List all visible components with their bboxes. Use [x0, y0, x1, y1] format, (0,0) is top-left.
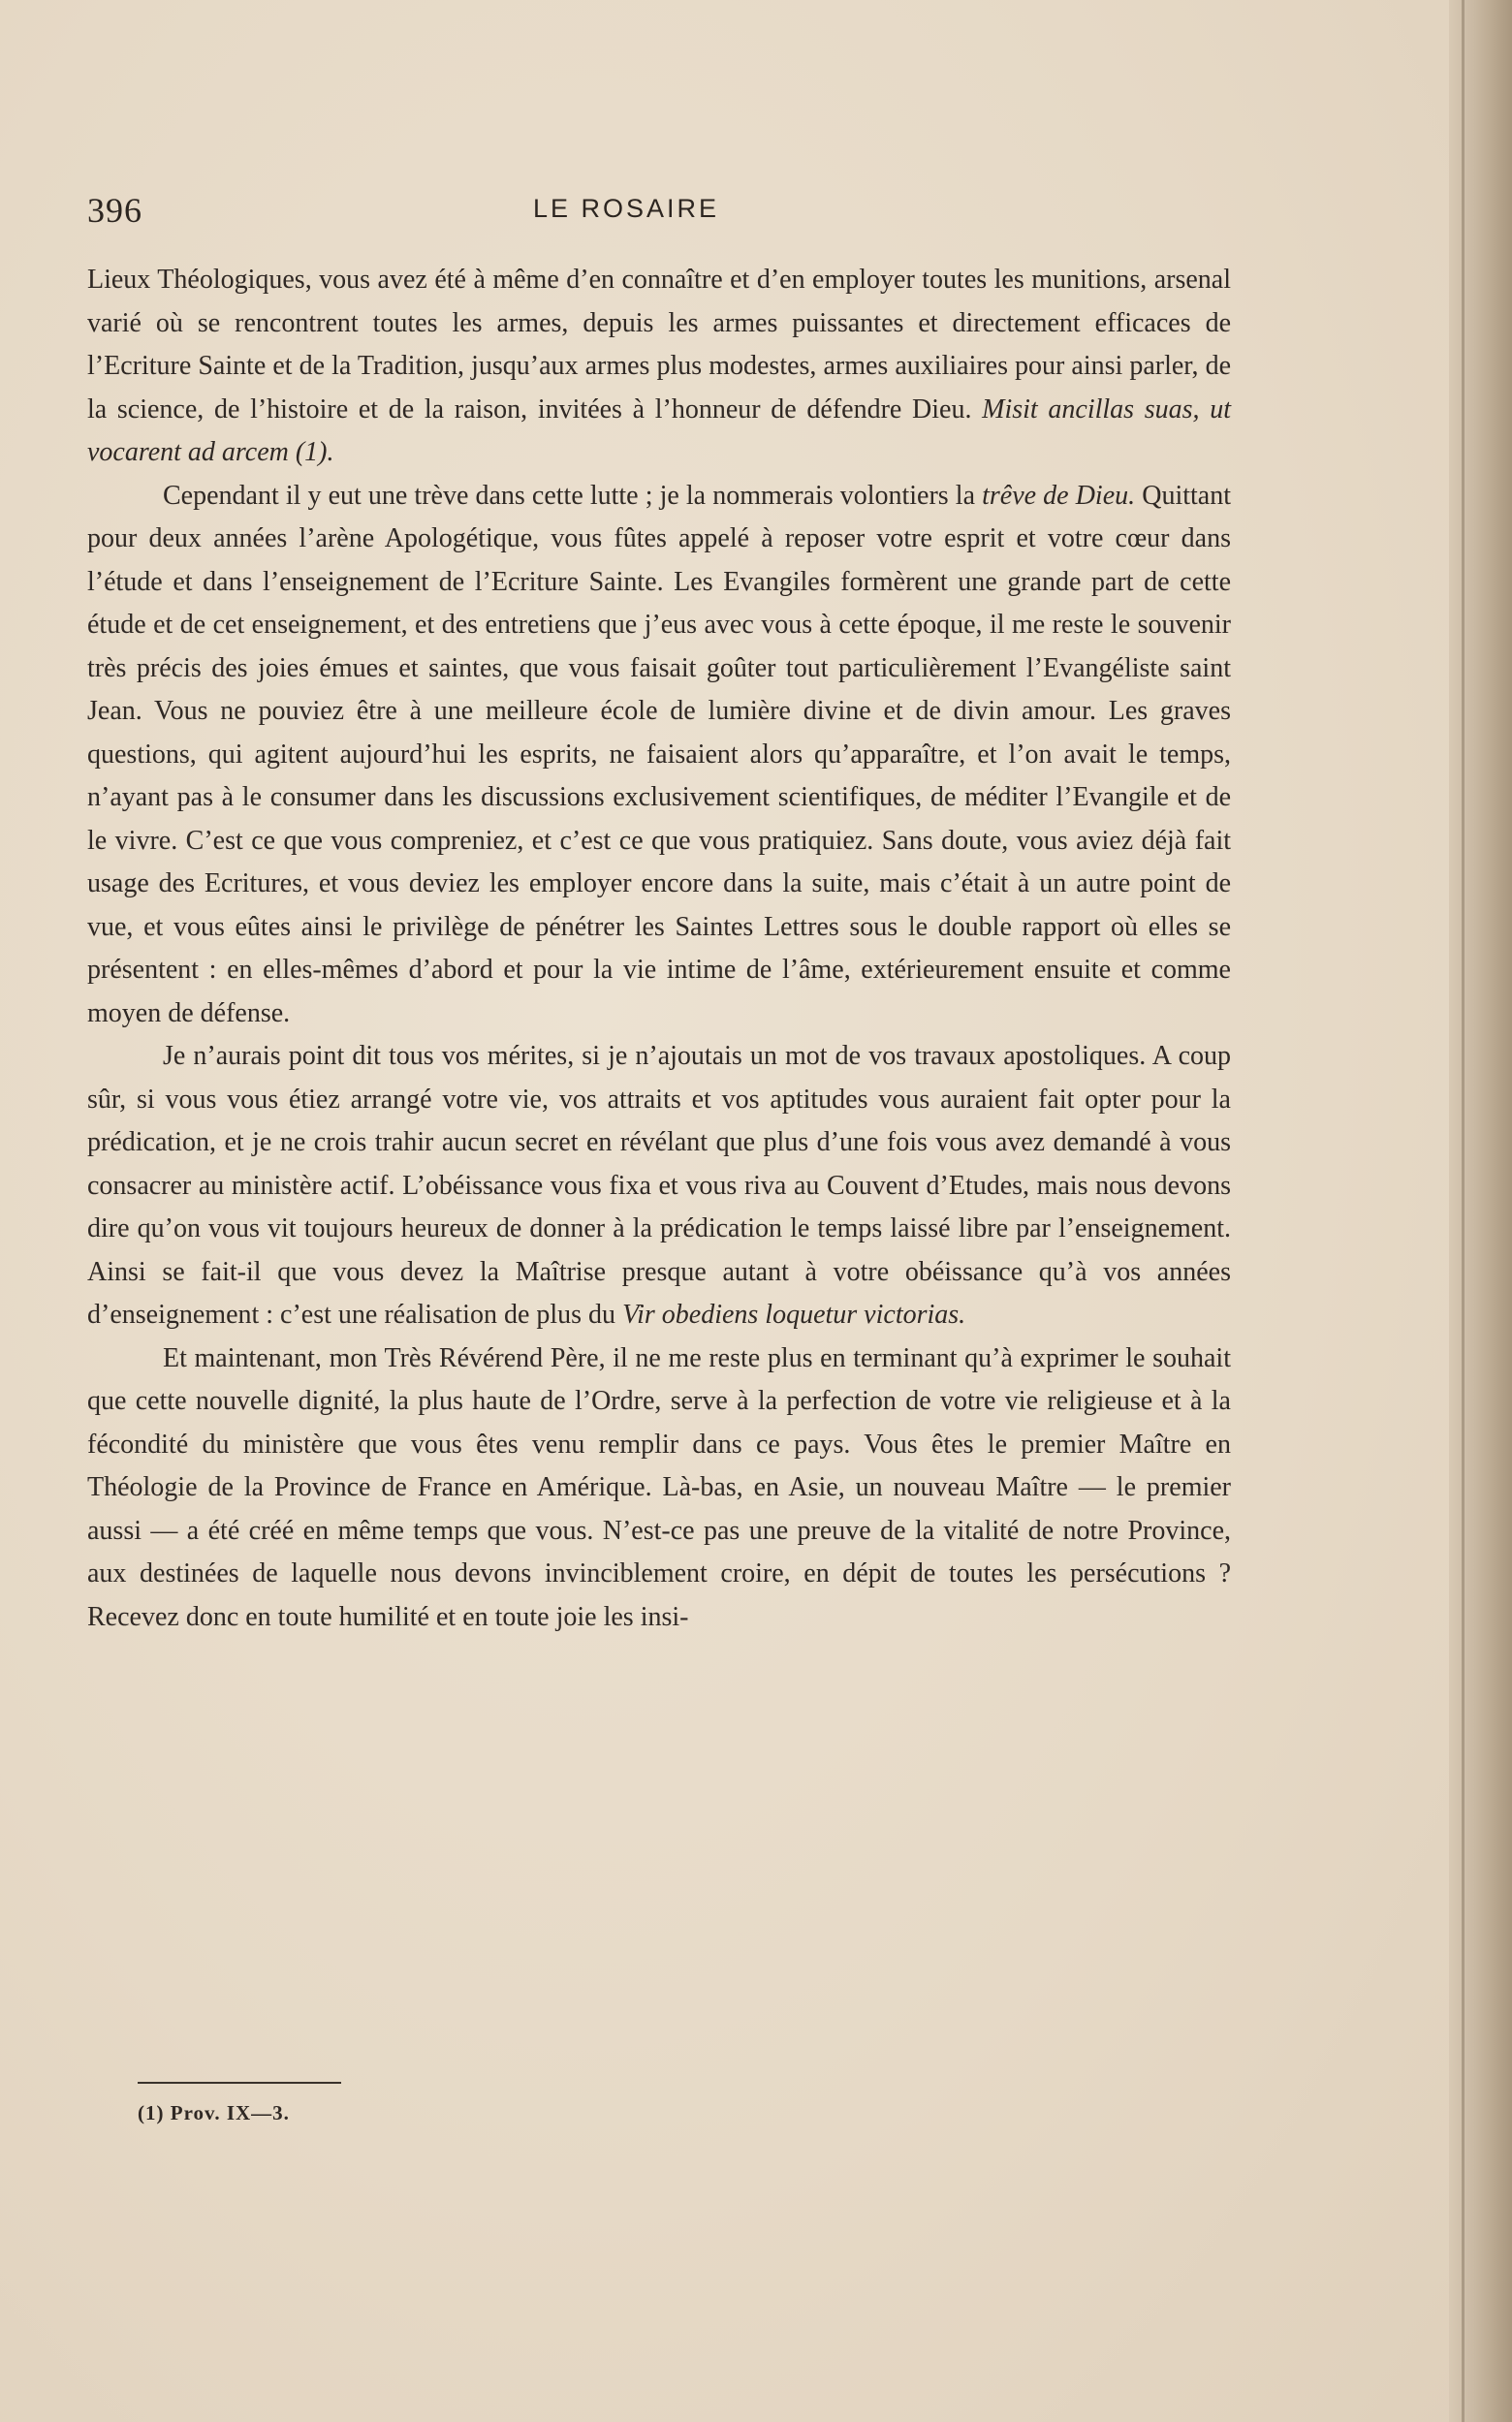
paragraph-2 [87, 475, 1231, 1036]
body-text [87, 259, 1231, 1639]
footnote: (1) Prov. IX—3. [138, 2101, 290, 2124]
page-header [87, 190, 1241, 233]
text-segment: Je n’aurais point dit tous vos mérites, si je n’ajoutais un mot de vos travaux apostoliques. A coup sûr, si vous vous étiez arrangé votre vie, vos attraits et vos aptitudes vous auraient fait opter pour la prédication, et je ne crois trahir aucun secret en révélant que plus d’une fois vous avez demandé à vous consacrer au ministère actif. L’obéissance vous fixa et vous riva au Couvent d’Etudes, mais nous devons dire qu’on vous vit toujours heureux de donner à la prédication le temps laissé libre par l’enseignement. Ainsi se fait-il que vous devez la Maîtrise presque autant à votre obéissance qu’à vos années d’enseignement : c’est une réalisation de plus du [87, 1041, 1231, 1330]
text-segment: Quittant pour deux années l’arène Apologétique, vous fûtes appelé à reposer votre esprit et votre cœur dans l’étude et dans l’enseignement de l’Ecriture Sainte. Les Evangiles formèrent une grande part de cette étude et de cet enseignement, et des entretiens que j’eus avec vous à cette époque, il me reste le souvenir très précis des joies émues et saintes, que vous faisait goûter tout particulièrement l’Evangéliste saint Jean. Vous ne pouviez être à une meilleure école de lumière divine et de divin amour. Les graves questions, qui agitent aujourd’hui les esprits, ne faisaient alors qu’apparaître, et l’on avait le temps, n’ayant pas à le consumer dans les discussions exclusivement scientifiques, de méditer l’Evangile et de le vivre. C’est ce que vous compreniez, et c’est ce que vous pratiquiez. Sans doute, vous aviez déjà fait usage des Ecritures, et vous deviez les employer encore dans la suite, mais c’était à un autre point de vue, et vous eûtes ainsi le privilège de pénétrer les Saintes Lettres sous le double rapport où elles se présentent : en elles-mêmes d’abord et pour la vie intime de l’âme, extérieurement ensuite et comme moyen de défense. [87, 480, 1231, 1028]
page-edge-shadow [1449, 0, 1512, 2422]
latin-quote: Vir obediens loquetur victorias. [622, 1300, 966, 1330]
footnote-rule [138, 2082, 341, 2084]
italic-phrase: trêve de Dieu. [982, 480, 1136, 511]
page-gutter-line [1462, 0, 1465, 2422]
running-title: LE ROSAIRE [533, 194, 720, 223]
text-segment: Cependant il y eut une trève dans cette lutte ; je la nommerais volontiers la [163, 480, 983, 511]
text-segment: Et maintenant, mon Très Révérend Père, il ne me reste plus en terminant qu’à exprimer le souhait que cette nouvelle dignité, la plus haute de l’Ordre, serve à la perfection de votre vie religieuse et à la fécondité du ministère que vous êtes venu remplir dans ce pays. Vous êtes le premier Maître en Théologie de la Province de France en Amérique. Là-bas, en Asie, un nouveau Maître — le premier aussi — a été créé en même temps que vous. N’est-ce pas une preuve de la vitalité de notre Province, aux destinées de laquelle nous devons invinciblement croire, en dépit de toutes les persécutions ? Recevez donc en toute humilité et en toute joie les insi- [87, 1342, 1231, 1632]
text-segment: Lieux Théologiques, vous avez été à même d’en connaître et d’en employer toutes les munitions, arsenal varié où se rencontrent toutes les armes, depuis les armes puissantes et directement efficaces de l’Ecriture Sainte et de la Tradition, jusqu’aux armes plus modestes, armes auxiliaires pour ainsi parler, de la science, de l’histoire et de la raison, invitées à l’honneur de défendre Dieu. [87, 265, 1231, 425]
latin-quote: Misit ancillas suas, ut vocarent ad arcem (1). [87, 393, 1231, 467]
paragraph-3 [87, 1035, 1231, 1337]
page-number: 396 [87, 191, 142, 230]
paragraph-4 [87, 1337, 1231, 1640]
paragraph-1 [87, 259, 1231, 475]
